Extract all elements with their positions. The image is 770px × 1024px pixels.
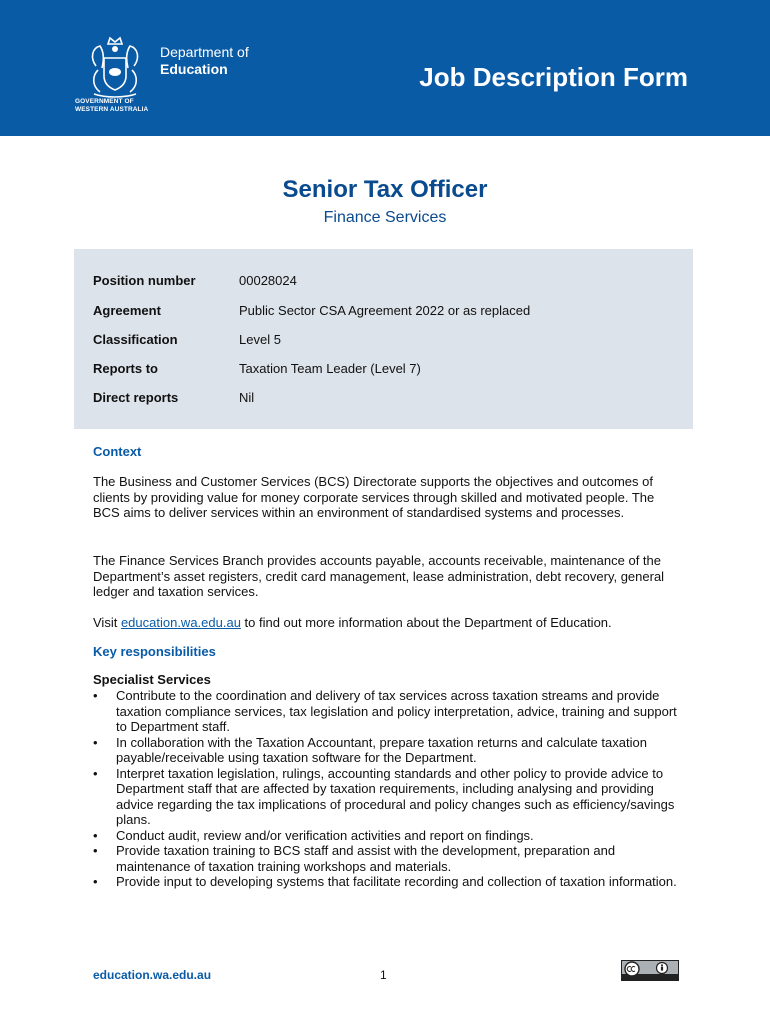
info-label: Classification bbox=[93, 332, 178, 347]
info-value: Level 5 bbox=[239, 332, 281, 347]
info-label: Agreement bbox=[93, 303, 161, 318]
list-item-text: Provide taxation training to BCS staff and assist with the development, preparation and maintenance of taxation training workshops and materials. bbox=[116, 843, 616, 874]
form-title: Job Description Form bbox=[419, 62, 688, 92]
specialist-services-subheading: Specialist Services bbox=[93, 672, 211, 687]
coat-of-arms-icon bbox=[74, 36, 156, 100]
bullet-icon: • bbox=[93, 827, 98, 843]
visit-prefix: Visit bbox=[93, 615, 121, 630]
footer-website: education.wa.edu.au bbox=[93, 968, 212, 982]
page-number: 1 bbox=[380, 968, 387, 982]
list-item-text: In collaboration with the Taxation Accountant, prepare taxation returns and calculate taxation payable/receivable using taxation software for the Department. bbox=[116, 734, 647, 765]
list-item-text: Provide input to developing systems that facilitate recording and collection of taxation information. bbox=[116, 874, 677, 889]
list-item-text: Contribute to the coordination and delivery of tax services across taxation streams and provide taxation compliance services, tax legislation and policy interpretation, advice, training and support to Department staff. bbox=[116, 688, 677, 734]
government-of-wa-label: GOVERNMENT OF WESTERN AUSTRALIA bbox=[75, 98, 149, 113]
visit-website-paragraph bbox=[93, 615, 683, 631]
context-paragraph-1: The Business and Customer Services (BCS) Directorate supports the objectives and outcomes of clients by providing value for money corporate services through skilled and motivated people. The BCS aims to deliver services within an environment of standardised systems and processes. bbox=[93, 474, 655, 520]
list-item bbox=[93, 843, 683, 874]
header-banner bbox=[0, 0, 770, 136]
bullet-icon: • bbox=[93, 734, 98, 750]
department-name bbox=[160, 44, 249, 78]
visit-suffix: to find out more information about the Department of Education. bbox=[240, 615, 612, 630]
list-item bbox=[93, 828, 683, 844]
position-details-table bbox=[74, 249, 693, 429]
info-value: Nil bbox=[239, 390, 255, 405]
list-item bbox=[93, 874, 683, 890]
info-label: Direct reports bbox=[93, 390, 179, 405]
info-value: 00028024 bbox=[239, 273, 297, 288]
job-title: Senior Tax Officer bbox=[282, 176, 488, 203]
bullet-icon: • bbox=[93, 688, 98, 703]
list-item bbox=[93, 766, 683, 828]
bullet-icon: • bbox=[93, 765, 98, 781]
info-label: Reports to bbox=[93, 361, 158, 376]
info-label: Position number bbox=[93, 273, 196, 288]
department-name-line1: Department of bbox=[160, 44, 249, 60]
job-subtitle: Finance Services bbox=[323, 209, 447, 226]
department-name-line2: Education bbox=[160, 61, 228, 77]
context-paragraph-2: The Finance Services Branch provides accounts payable, accounts receivable, maintenance of the Department’s asset registers, credit card management, lease administration, debt recovery, general ledger and taxation services. bbox=[93, 553, 665, 599]
education-website-link[interactable]: education.wa.edu.au bbox=[120, 615, 241, 630]
context-heading: Context bbox=[93, 444, 142, 459]
info-value: Public Sector CSA Agreement 2022 or as replaced bbox=[239, 303, 531, 318]
list-item-text: Conduct audit, review and/or verification activities and report on findings. bbox=[116, 827, 534, 843]
bullet-icon: • bbox=[93, 874, 98, 889]
creative-commons-by-icon bbox=[621, 960, 679, 981]
info-value: Taxation Team Leader (Level 7) bbox=[239, 361, 421, 376]
list-item-text: Interpret taxation legislation, rulings, accounting standards and other policy to provide advice to Department staff that are affected by taxation requirements, including analysing and providing advice regarding the tax implications of procedural and policy changes such as efficiency/savings plans. bbox=[116, 765, 675, 827]
responsibilities-list bbox=[93, 688, 683, 890]
key-responsibilities-heading: Key responsibilities bbox=[93, 644, 216, 659]
bullet-icon: • bbox=[93, 843, 98, 858]
list-item bbox=[93, 735, 683, 766]
list-item bbox=[93, 688, 683, 735]
